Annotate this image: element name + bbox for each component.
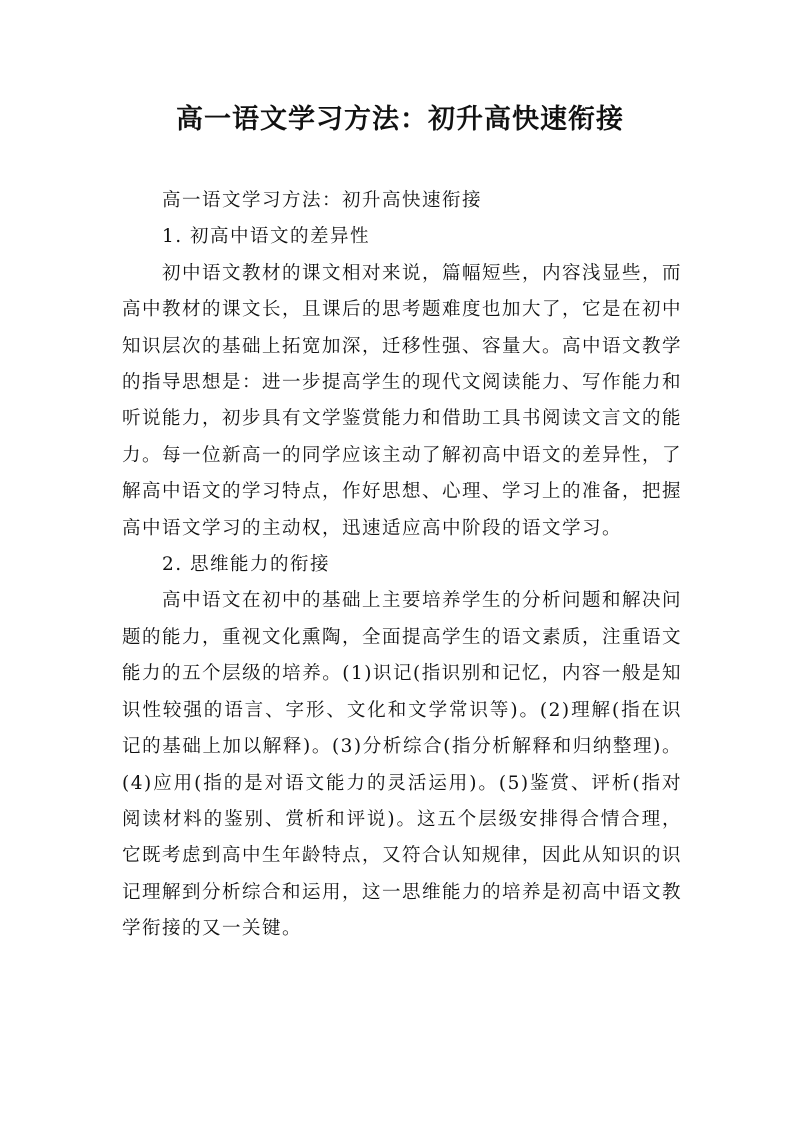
document-title: 高一语文学习方法：初升高快速衔接 xyxy=(176,104,624,135)
subtitle-paragraph: 高一语文学习方法：初升高快速衔接 xyxy=(162,190,483,211)
document-body xyxy=(122,183,682,948)
body-paragraph: 初中语文教材的课文相对来说，篇幅短些，内容浅显些，而高中教材的课文长，且课后的思考题难度也加大了，它是在初中知识层次的基础上拓宽加深，迁移性强、容量大。高中语文教学的指导思想是：进一步提高学生的现代文阅读能力、写作能力和听说能力，初步具有文学鉴赏能力和借助工具书阅读文言文的能力。每一位新高一的同学应该主动了解初高中语文的差异性，了解高中语文的学习特点，作好思想、心理、学习上的准备，把握高中语文学习的主动权，迅速适应高中阶段的语文学习。 xyxy=(122,262,683,539)
section-heading-1: 1. 初高中语文的差异性 xyxy=(162,226,371,248)
section-heading-2: 2. 思维能力的衔接 xyxy=(162,554,331,576)
body-paragraph: 高中语文在初中的基础上主要培养学生的分析问题和解决问题的能力，重视文化熏陶，全面提高学生的语文素质，注重语文能力的五个层级的培养。(1)识记(指识别和记忆，内容一般是知识性较强的语言、字形、文化和文学常识等)。(2)理解(指在识记的基础上加以解释)。(3)分析综合(指分析解释和归纳整理)。(4)应用(指的是对语文能力的灵活运用)。(5)鉴赏、评析(指对阅读材料的鉴别、赏析和评说)。这五个层级安排得合情合理，它既考虑到高中生年龄特点，又符合认知规律，因此从知识的识记理解到分析综合和运用，这一思维能力的培养是初高中语文教学衔接的又一关键。 xyxy=(122,590,683,940)
